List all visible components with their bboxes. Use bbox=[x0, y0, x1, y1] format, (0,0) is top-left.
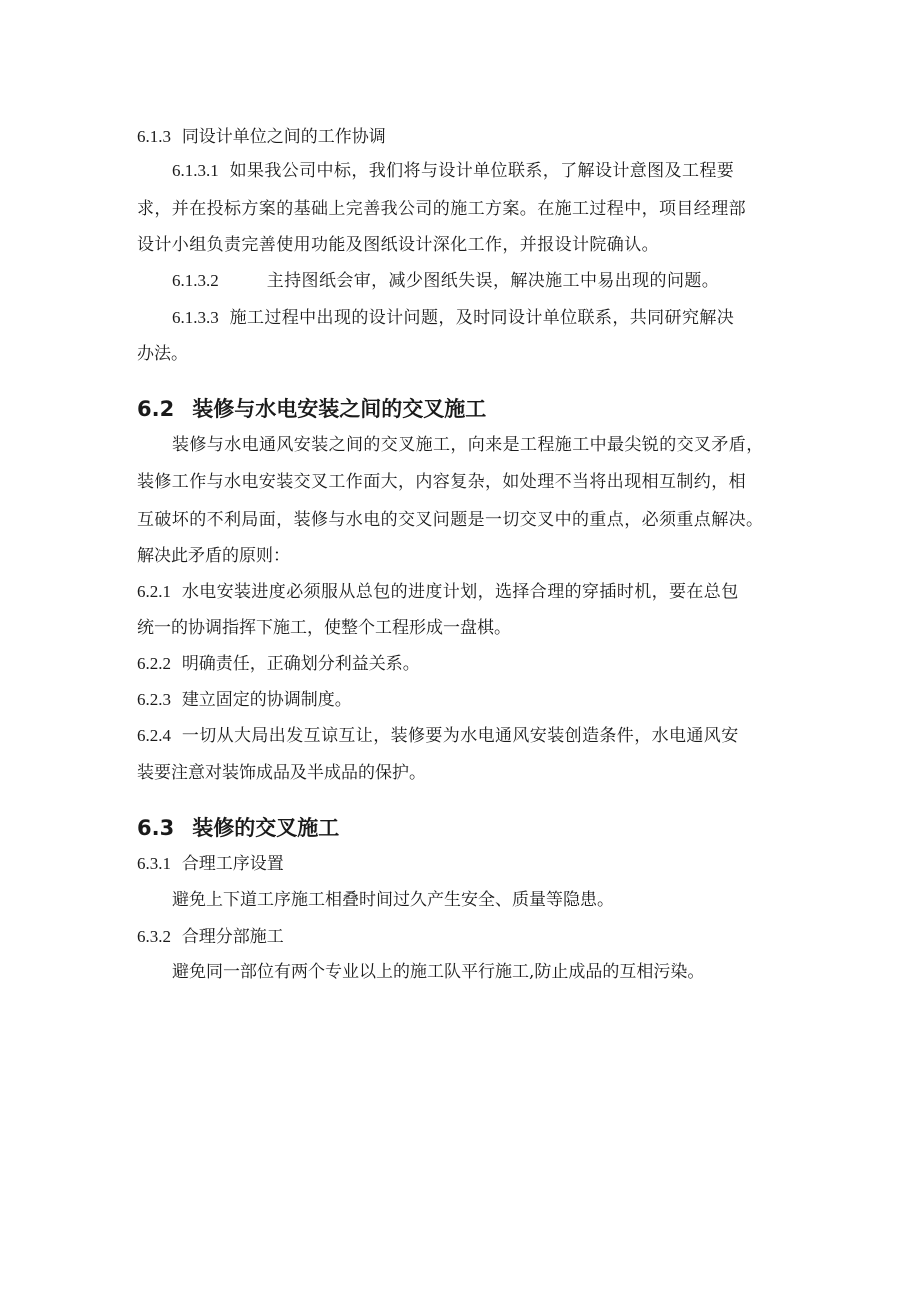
subsection-heading-6-1-3 bbox=[137, 126, 386, 148]
section-heading-6-2 bbox=[137, 396, 486, 422]
section-title: 装修与水电安装之间的交叉施工 bbox=[192, 397, 487, 421]
subsection-title: 合理工序设置 bbox=[181, 854, 284, 874]
paragraph-text: 施工过程中出现的设计问题，及时同设计单位联系，共同研究解决 bbox=[229, 308, 735, 328]
paragraph-text: 一切从大局出发互谅互让，装修要为水电通风安装创造条件，水电通风安 bbox=[181, 726, 739, 746]
list-item-6-2-4 bbox=[137, 725, 739, 747]
paragraph-line: 统一的协调指挥下施工，使整个工程形成一盘棋。 bbox=[137, 618, 511, 638]
paragraph-line: 装要注意对装饰成品及半成品的保护。 bbox=[137, 763, 426, 783]
paragraph-text: 建立固定的协调制度。 bbox=[181, 690, 352, 710]
paragraph-line: 避免上下道工序施工相叠时间过久产生安全、质量等隐患。 bbox=[172, 890, 614, 910]
paragraph-line bbox=[172, 270, 719, 292]
clause-number: 6.2.1 bbox=[137, 582, 171, 601]
clause-number: 6.3.1 bbox=[137, 854, 171, 873]
paragraph-line: 办法。 bbox=[137, 344, 188, 364]
paragraph-line bbox=[172, 307, 734, 329]
section-title: 装修的交叉施工 bbox=[192, 816, 340, 840]
subsection-heading-6-3-2 bbox=[137, 926, 284, 948]
section-heading-6-3 bbox=[137, 815, 339, 841]
list-item-6-2-2 bbox=[137, 653, 420, 675]
clause-number: 6.3.2 bbox=[137, 927, 171, 946]
paragraph-text: 水电安装进度必须服从总包的进度计划，选择合理的穿插时机，要在总包 bbox=[181, 582, 739, 602]
subsection-title: 合理分部施工 bbox=[181, 927, 284, 947]
paragraph-line: 设计小组负责完善使用功能及图纸设计深化工作，并报设计院确认。 bbox=[137, 235, 659, 255]
clause-number: 6.2.2 bbox=[137, 654, 171, 673]
clause-number: 6.1.3.1 bbox=[172, 161, 219, 180]
paragraph-line: 求，并在投标方案的基础上完善我公司的施工方案。在施工过程中，项目经理部 bbox=[137, 199, 746, 219]
paragraph-line bbox=[172, 160, 734, 182]
paragraph-line: 避免同一部位有两个专业以上的施工队平行施工,防止成品的互相污染。 bbox=[172, 962, 705, 982]
clause-number: 6.1.3.3 bbox=[172, 308, 219, 327]
paragraph-line: 装修工作与水电安装交叉工作面大，内容复杂，如处理不当将出现相互制约，相 bbox=[137, 472, 746, 492]
clause-number: 6.2.3 bbox=[137, 690, 171, 709]
section-number: 6.3 bbox=[137, 816, 175, 840]
paragraph-line: 互破坏的不利局面，装修与水电的交叉问题是一切交叉中的重点，必须重点解决。 bbox=[137, 510, 764, 530]
paragraph-line: 装修与水电通风安装之间的交叉施工，向来是工程施工中最尖锐的交叉矛盾， bbox=[172, 435, 764, 455]
section-number: 6.1.3 bbox=[137, 127, 171, 146]
section-number: 6.2 bbox=[137, 397, 175, 421]
paragraph-text: 明确责任，正确划分利益关系。 bbox=[181, 654, 420, 674]
clause-number: 6.1.3.2 bbox=[172, 271, 219, 290]
clause-number: 6.2.4 bbox=[137, 726, 171, 745]
list-item-6-2-1 bbox=[137, 581, 739, 603]
section-title: 同设计单位之间的工作协调 bbox=[181, 127, 386, 147]
paragraph-line: 解决此矛盾的原则： bbox=[137, 546, 290, 566]
paragraph-text: 主持图纸会审，减少图纸失误，解决施工中易出现的问题。 bbox=[266, 271, 720, 291]
subsection-heading-6-3-1 bbox=[137, 853, 284, 875]
paragraph-text: 如果我公司中标，我们将与设计单位联系，了解设计意图及工程要 bbox=[229, 161, 735, 181]
list-item-6-2-3 bbox=[137, 689, 352, 711]
